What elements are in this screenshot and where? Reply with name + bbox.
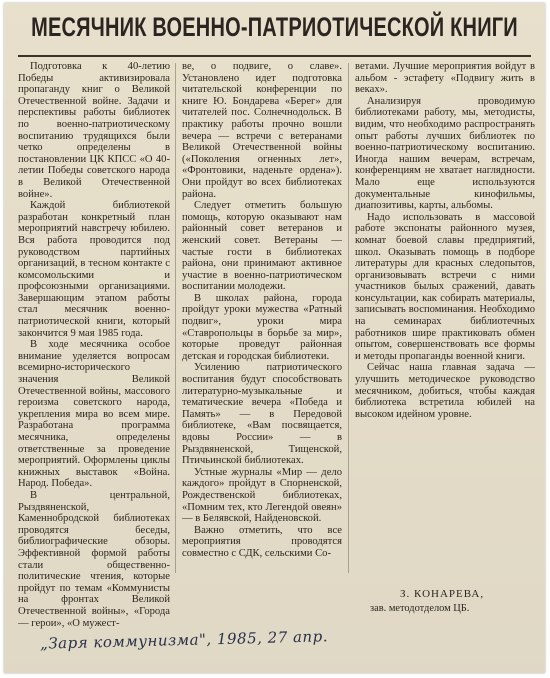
- article-headline: МЕСЯЧНИК ВОЕННО-ПАТРИОТИЧЕСКОЙ КНИГИ: [31, 12, 518, 43]
- paragraph: Каждой библиотекой разработан конкретный план мероприятий навстречу юбилею. Вся работа проводится под руководством партийных организаций, в тесном контакте с комсомольскими и профсоюзными организациями. Завершающим этапом работы стал месячник военно-патриотической книги, который закончится 9 мая 1985 года.: [18, 200, 170, 339]
- paragraph: Анализируя проводимую библиотеками работу, мы, методисты, видим, что необходимо распространять опыт работы лучших библиотек по военно-патриотическому воспитанию. Иногда нашим вечерам, встречам, конференциям не хватает наглядности. Мало еще используются документальные кинофильмы, диапозитивы, карты, альбомы.: [355, 95, 535, 212]
- paragraph: ве, о подвиге, о славе». Установлено идет подготовка читательской конференции по книге Ю. Бондарева «Берег» для читателей пос. Солнечнодольск. В практику работы прочно вошли вечера — встречи с ветеранами Великой Отечественной войны («Поколения огненных лет», «Фронтовики, наденьте ордена»). Они пройдут во всех библиотеках района.: [182, 61, 342, 200]
- paragraph: Надо использовать в массовой работе экспонаты районного музея, комнат боевой славы предприятий, школ. Оказывать помощь в подборе литературы для красных следопытов, организовывать встречи с ними участников былых сражений, давать консультации, как собирать материалы, записывать воспоминания. Необходимо на семинарах библиотечных работников шире практиковать обмен опытом, совершенствовать все формы и методы пропаганды военной книги.: [355, 211, 535, 362]
- article-column-2: [182, 61, 342, 560]
- paragraph: Сейчас наша главная задача — улучшить методическое руководство месячником, добиться, чтобы каждая библиотека встретила юбилей на высоком идейном уровне.: [355, 362, 535, 420]
- author-role: зав. методотделом ЦБ.: [370, 603, 470, 614]
- article-column-1: [18, 61, 170, 629]
- author-name: З. КОНАРЕВА,: [400, 588, 485, 600]
- paragraph: В ходе месячника особое внимание уделяется вопросам всемирно-исторического значения Великой Отечественной войны, массового героизма советского народа, укрепления мира во всем мире. Разработана программа месячника, определены ответственные за проведение мероприятий. Оформлены циклы книжных выставок «Война. Народ. Победа».: [18, 339, 170, 490]
- paragraph: ветами. Лучшие мероприятия войдут в альбом - эстафету «Подвигу жить в веках».: [355, 61, 535, 96]
- handwritten-source-note: „Заря коммунизма", 1985, 27 апр.: [39, 627, 329, 653]
- paragraph: Подготовка к 40-летию Победы активизировала пропаганду книг о Великой Отечественной войне. Задачи и перспективы работы библиотек по военно-патриотическому воспитанию трудящихся были четко определены в постановлении ЦК КПСС «О 40-летии Победы советского народа в Великой Отечественной войне».: [18, 61, 170, 200]
- paragraph: В школах района, города пройдут уроки мужества «Ратный подвиг», уроки мира «Ставропольцы в борьбе за мир», которые проведут районная детская и городская библиотеки.: [182, 292, 342, 362]
- paragraph: Усилению патриотического воспитания будут способствовать литературно-музыкальные и тематические вечера «Победа и Память» — в Передовой библиотеке, «Вам посвящается, вдовы России» — в Рыздвяненской, Тищенской, Птичьинской библиотеках.: [182, 362, 342, 467]
- column-divider: [175, 63, 176, 573]
- article-column-3: [355, 61, 535, 420]
- paragraph: Важно отметить, что все мероприятия проводятся совместно с СДК, сельскими Со-: [182, 524, 342, 559]
- headline-rule: [18, 55, 531, 57]
- paragraph: Следует отметить большую помощь, которую оказывают нам районный совет ветеранов и женский совет. Ветераны — частые гости в библиотеках района, они принимают активное участие в военно-патриотическом воспитании молодежи.: [182, 200, 342, 293]
- paragraph: Устные журналы «Мир — дело каждого» пройдут в Спорненской, Рождественской библиотеках, «Помним тех, кто Легендой овеян» — в Белявской, Найденовской.: [182, 466, 342, 525]
- column-divider: [348, 63, 349, 573]
- newspaper-clipping: [4, 3, 545, 673]
- paragraph: В центральной, Рыздвяненской, Каменнобродской библиотеках проводятся беседы, библиографические обзоры. Эффективной формой работы стали общественно-политические чтения, которые пройдут по темам «Коммунисты на фронтах Великой Отечественной войны», «Города — герои», «О мужест-: [18, 489, 170, 629]
